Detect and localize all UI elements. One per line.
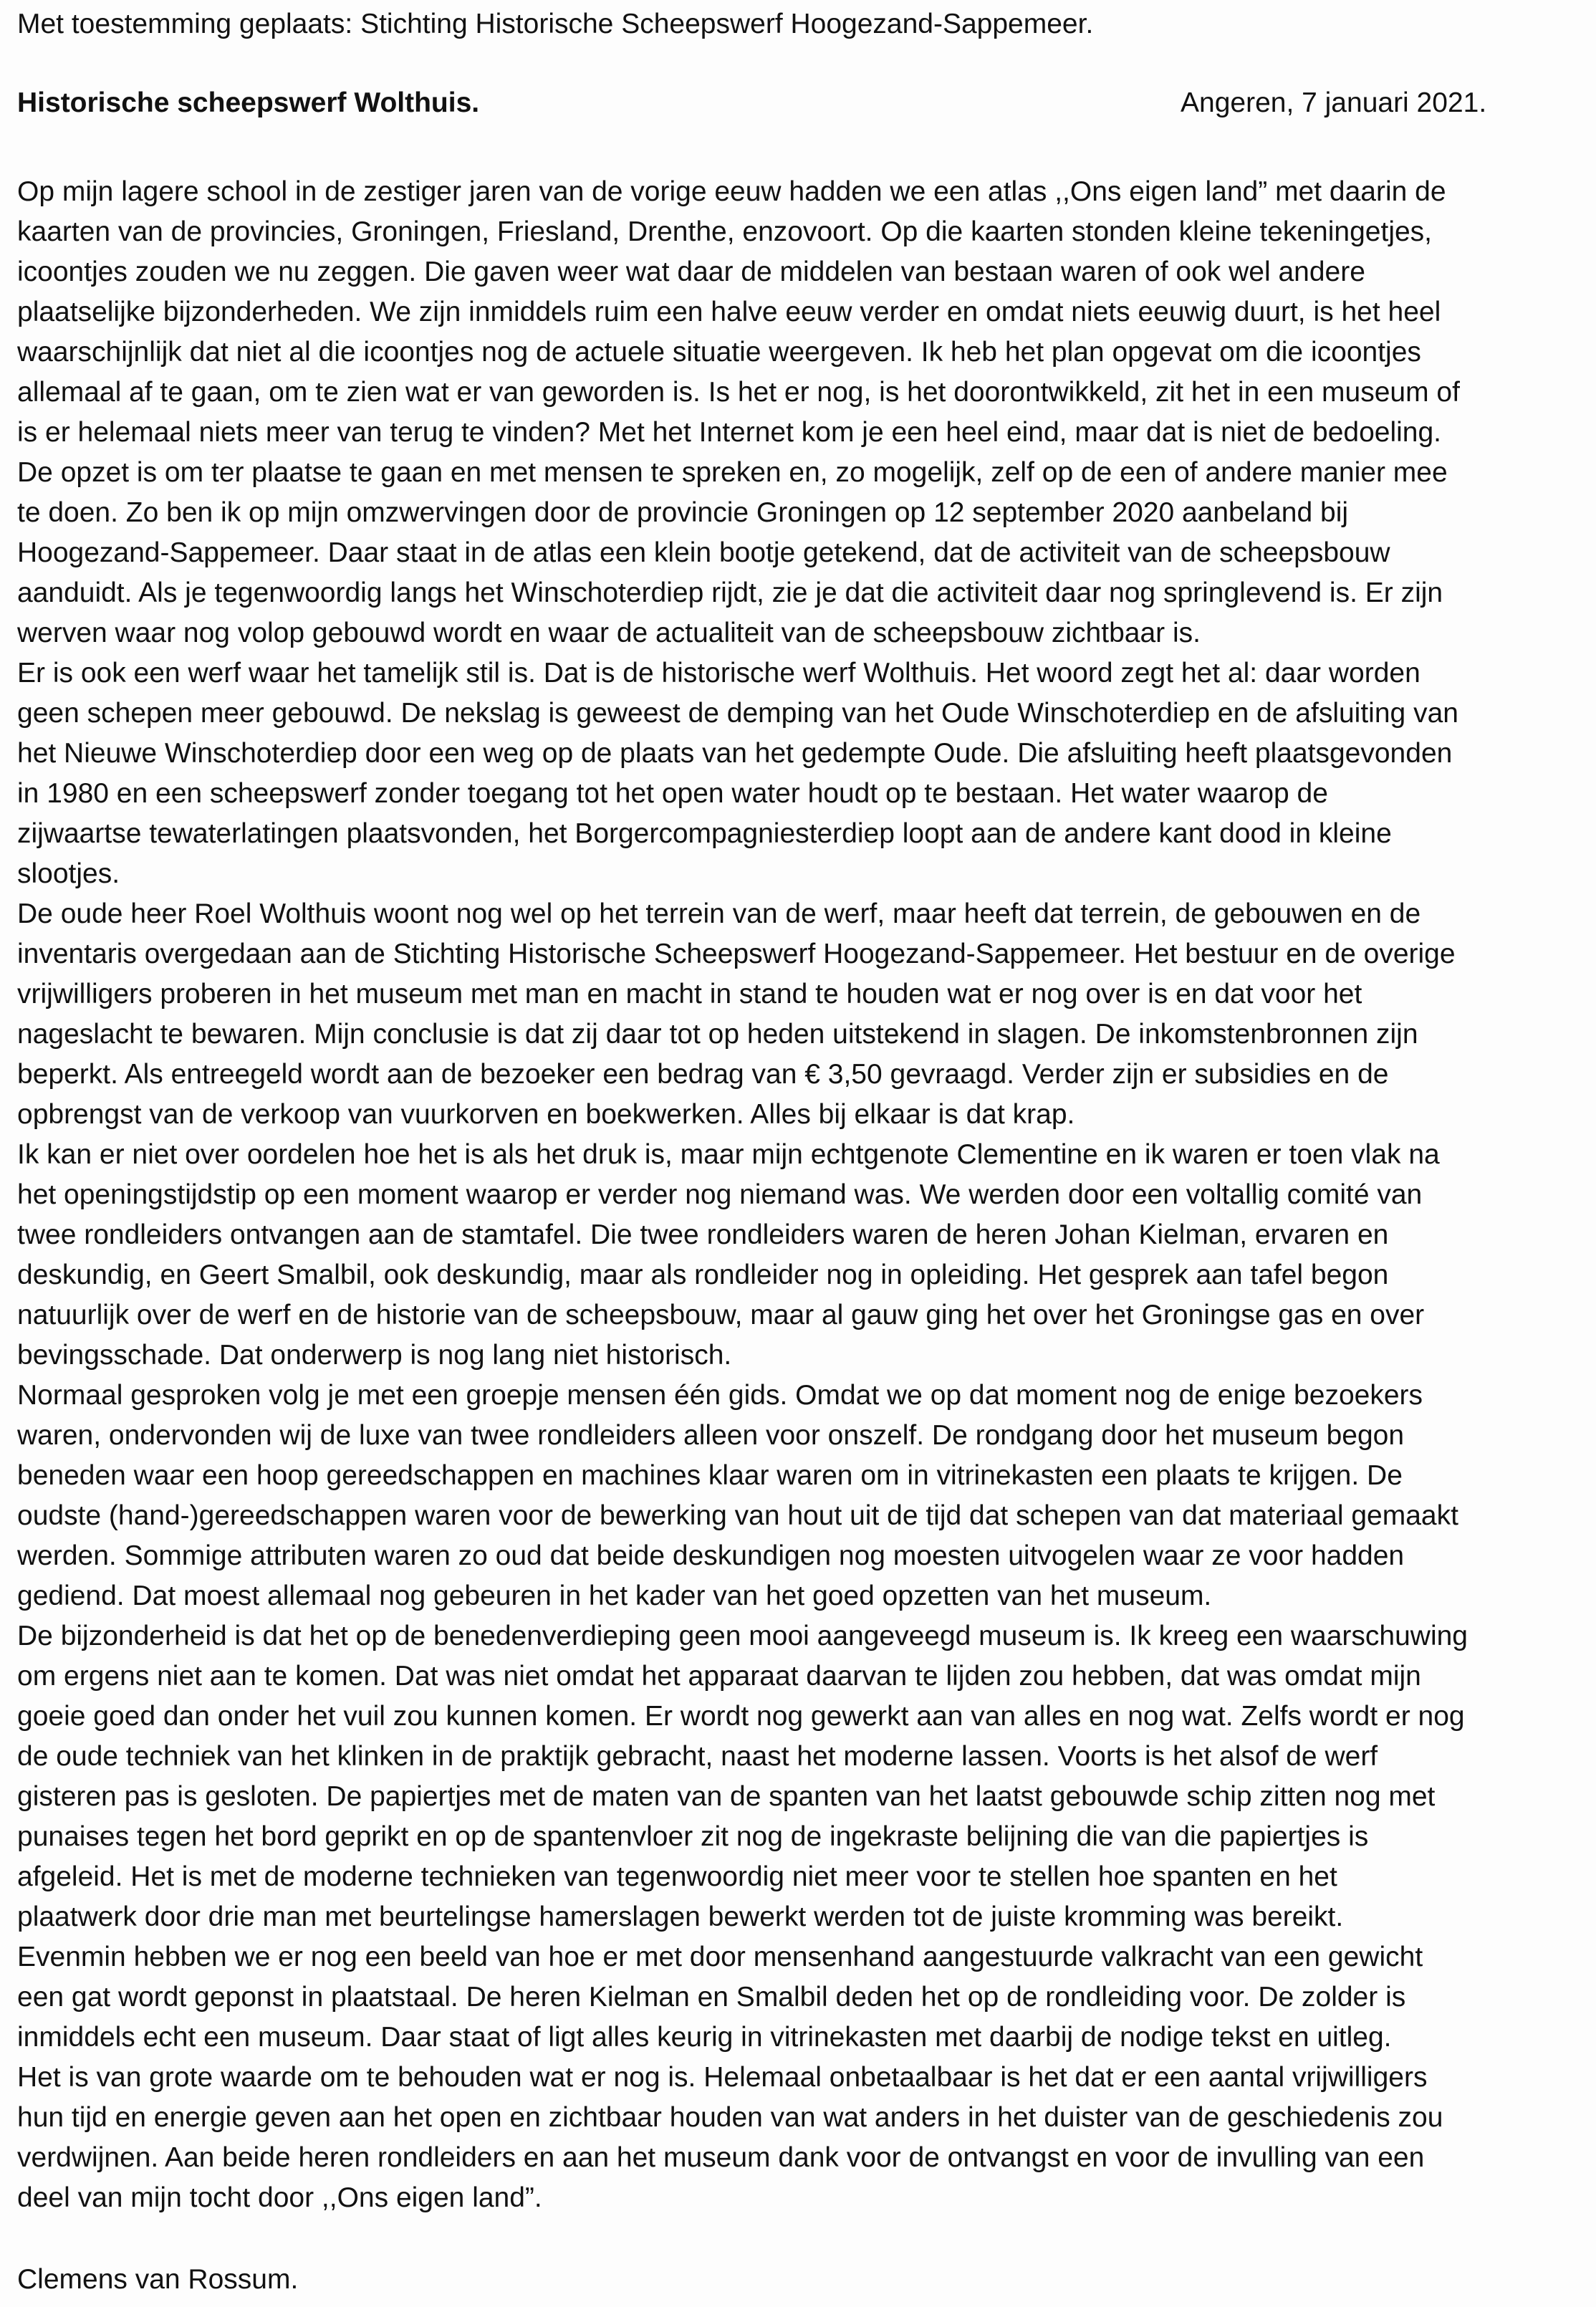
text-line: De oude heer Roel Wolthuis woont nog wel op het terrein van de werf, maar heeft dat terrein, de gebouwen en de <box>17 898 1421 929</box>
text-line: te doen. Zo ben ik op mijn omzwervingen door de provincie Groningen op 12 september 2020 aanbeland bij <box>17 497 1349 528</box>
text-line: inmiddels echt een museum. Daar staat of ligt alles keurig in vitrinekasten met daarbij de nodige tekst en uitleg. <box>17 2022 1392 2053</box>
permission-note: Met toestemming geplaats: Stichting Historische Scheepswerf Hoogezand-Sappemeer. <box>17 9 1094 39</box>
text-line: Evenmin hebben we er nog een beeld van hoe er met door mensenhand aangestuurde valkracht van een gewicht <box>17 1942 1423 1972</box>
text-line: opbrengst van de verkoop van vuurkorven en boekwerken. Alles bij elkaar is dat krap. <box>17 1099 1075 1130</box>
text-line: Normaal gesproken volg je met een groepje mensen één gids. Omdat we op dat moment nog de enige bezoekers <box>17 1380 1423 1411</box>
text-line: de oude techniek van het klinken in de praktijk gebracht, naast het moderne lassen. Voorts is het alsof de werf <box>17 1741 1378 1772</box>
text-line: hun tijd en energie geven aan het open en zichtbaar houden van wat anders in het duister van de geschiedenis zou <box>17 2102 1443 2133</box>
text-line: inventaris overgedaan aan de Stichting Historische Scheepswerf Hoogezand-Sappemeer. Het bestuur en de overige <box>17 939 1456 969</box>
text-line: waarschijnlijk dat niet al die icoontjes nog de actuele situatie weergeven. Ik heb het plan opgevat om die icoontjes <box>17 337 1421 368</box>
text-line: het Nieuwe Winschoterdiep door een weg op de plaats van het gedempte Oude. Die afsluiting heeft plaatsgevonden <box>17 738 1453 769</box>
paragraph <box>17 1616 1579 2218</box>
text-line: zijwaartse tewaterlatingen plaatsvonden, het Borgercompagniesterdiep loopt aan de andere kant dood in kleine <box>17 818 1392 849</box>
text-line: goeie goed dan onder het vuil zou kunnen komen. Er wordt nog gewerkt aan van alles en nog wat. Zelfs wordt er nog <box>17 1701 1465 1732</box>
text-line: Het is van grote waarde om te behouden wat er nog is. Helemaal onbetaalbaar is het dat er een aantal vrijwilligers <box>17 2062 1428 2093</box>
text-line: Ik kan er niet over oordelen hoe het is als het druk is, maar mijn echtgenote Clementine en ik waren er toen vlak na <box>17 1139 1440 1170</box>
text-line: plaatselijke bijzonderheden. We zijn inmiddels ruim een halve eeuw verder en omdat niets eeuwig duurt, is het heel <box>17 297 1441 327</box>
text-line: slootjes. <box>17 858 120 889</box>
text-line: oudste (hand-)gereedschappen waren voor de bewerking van hout uit de tijd dat schepen van dat materiaal gemaakt <box>17 1500 1458 1531</box>
letter-title: Historische scheepswerf Wolthuis. <box>17 87 480 118</box>
text-line: De bijzonderheid is dat het op de benedenverdieping geen mooi aangeveegd museum is. Ik kreeg een waarschuwing <box>17 1621 1468 1651</box>
text-line: afgeleid. Het is met de moderne technieken van tegenwoordig niet meer voor te stellen hoe spanten en het <box>17 1861 1337 1892</box>
text-line: aanduidt. Als je tegenwoordig langs het Winschoterdiep rijdt, zie je dat die activiteit daar nog springlevend is. Er zijn <box>17 577 1443 608</box>
text-line: natuurlijk over de werf en de historie van de scheepsbouw, maar al gauw ging het over het Groningse gas en over <box>17 1300 1425 1330</box>
text-line: verdwijnen. Aan beide heren rondleiders en aan het museum dank voor de ontvangst en voor de invulling van een <box>17 2142 1425 2173</box>
text-line: deel van mijn tocht door ,,Ons eigen land”. <box>17 2182 542 2213</box>
place-date: Angeren, 7 januari 2021. <box>1181 87 1487 118</box>
signature: Clemens van Rossum. <box>17 2264 299 2295</box>
paragraph <box>17 653 1579 894</box>
text-line: bevingsschade. Dat onderwerp is nog lang niet historisch. <box>17 1340 732 1371</box>
text-line: om ergens niet aan te komen. Dat was niet omdat het apparaat daarvan te lijden zou hebben, dat was omdat mijn <box>17 1661 1421 1692</box>
text-line: beneden waar een hoop gereedschappen en machines klaar waren om in vitrinekasten een plaats te krijgen. De <box>17 1460 1403 1491</box>
paragraph <box>17 894 1579 1135</box>
text-line: nageslacht te bewaren. Mijn conclusie is dat zij daar tot op heden uitstekend in slagen. De inkomstenbronnen zijn <box>17 1019 1418 1050</box>
paragraph <box>17 1135 1579 1376</box>
text-line: beperkt. Als entreegeld wordt aan de bezoeker een bedrag van € 3,50 gevraagd. Verder zijn er subsidies en de <box>17 1059 1389 1090</box>
text-line: vrijwilligers proberen in het museum met man en macht in stand te houden wat er nog over is en dat voor het <box>17 979 1362 1009</box>
paragraph <box>17 1376 1579 1616</box>
text-line: allemaal af te gaan, om te zien wat er van geworden is. Is het er nog, is het doorontwikkeld, zit het in een museum of <box>17 377 1460 408</box>
text-line: werven waar nog volop gebouwd wordt en waar de actualiteit van de scheepsbouw zichtbaar is. <box>17 618 1201 648</box>
letter-body <box>17 172 1579 2218</box>
text-line: Hoogezand-Sappemeer. Daar staat in de atlas een klein bootje getekend, dat de activiteit van de scheepsbouw <box>17 537 1390 568</box>
text-line: Op mijn lagere school in de zestiger jaren van de vorige eeuw hadden we een atlas ,,Ons eigen land” met daarin de <box>17 176 1446 207</box>
text-line: kaarten van de provincies, Groningen, Friesland, Drenthe, enzovoort. Op die kaarten stonden kleine tekeningetjes, <box>17 216 1433 247</box>
text-line: geen schepen meer gebouwd. De nekslag is geweest de demping van het Oude Winschoterdiep en de afsluiting van <box>17 698 1458 729</box>
text-line: plaatwerk door drie man met beurtelingse hamerslagen bewerkt werden tot de juiste kromming was bereikt. <box>17 1901 1344 1932</box>
text-line: gisteren pas is gesloten. De papiertjes met de maten van de spanten van het laatst gebouwde schip zitten nog met <box>17 1781 1436 1812</box>
text-line: is er helemaal niets meer van terug te vinden? Met het Internet kom je een heel eind, maar dat is niet de bedoeling. <box>17 417 1442 448</box>
text-line: deskundig, en Geert Smalbil, ook deskundig, maar als rondleider nog in opleiding. Het gesprek aan tafel begon <box>17 1260 1389 1290</box>
text-line: icoontjes zouden we nu zeggen. Die gaven weer wat daar de middelen van bestaan waren of ook wel andere <box>17 256 1365 287</box>
text-line: Er is ook een werf waar het tamelijk stil is. Dat is de historische werf Wolthuis. Het woord zegt het al: daar worden <box>17 658 1420 689</box>
text-line: werden. Sommige attributen waren zo oud dat beide deskundigen nog moesten uitvogelen waar ze voor hadden <box>17 1540 1405 1571</box>
text-line: twee rondleiders ontvangen aan de stamtafel. Die twee rondleiders waren de heren Johan Kielman, ervaren en <box>17 1219 1389 1250</box>
text-line: het openingstijdstip op een moment waarop er verder nog niemand was. We werden door een voltallig comité van <box>17 1179 1423 1210</box>
text-line: gediend. Dat moest allemaal nog gebeuren in het kader van het goed opzetten van het museum. <box>17 1581 1212 1611</box>
text-line: De opzet is om ter plaatse te gaan en met mensen te spreken en, zo mogelijk, zelf op de een of andere manier mee <box>17 457 1448 488</box>
text-line: in 1980 en een scheepswerf zonder toegang tot het open water houdt op te bestaan. Het water waarop de <box>17 778 1328 809</box>
text-line: punaises tegen het bord geprikt en op de spantenvloer zit nog de ingekraste belijning die van die papiertjes is <box>17 1821 1369 1852</box>
text-line: een gat wordt geponst in plaatstaal. De heren Kielman en Smalbil deden het op de rondleiding voor. De zolder is <box>17 1982 1406 2013</box>
paragraph <box>17 172 1579 653</box>
text-line: waren, ondervonden wij de luxe van twee rondleiders alleen voor onszelf. De rondgang door het museum begon <box>17 1420 1405 1451</box>
